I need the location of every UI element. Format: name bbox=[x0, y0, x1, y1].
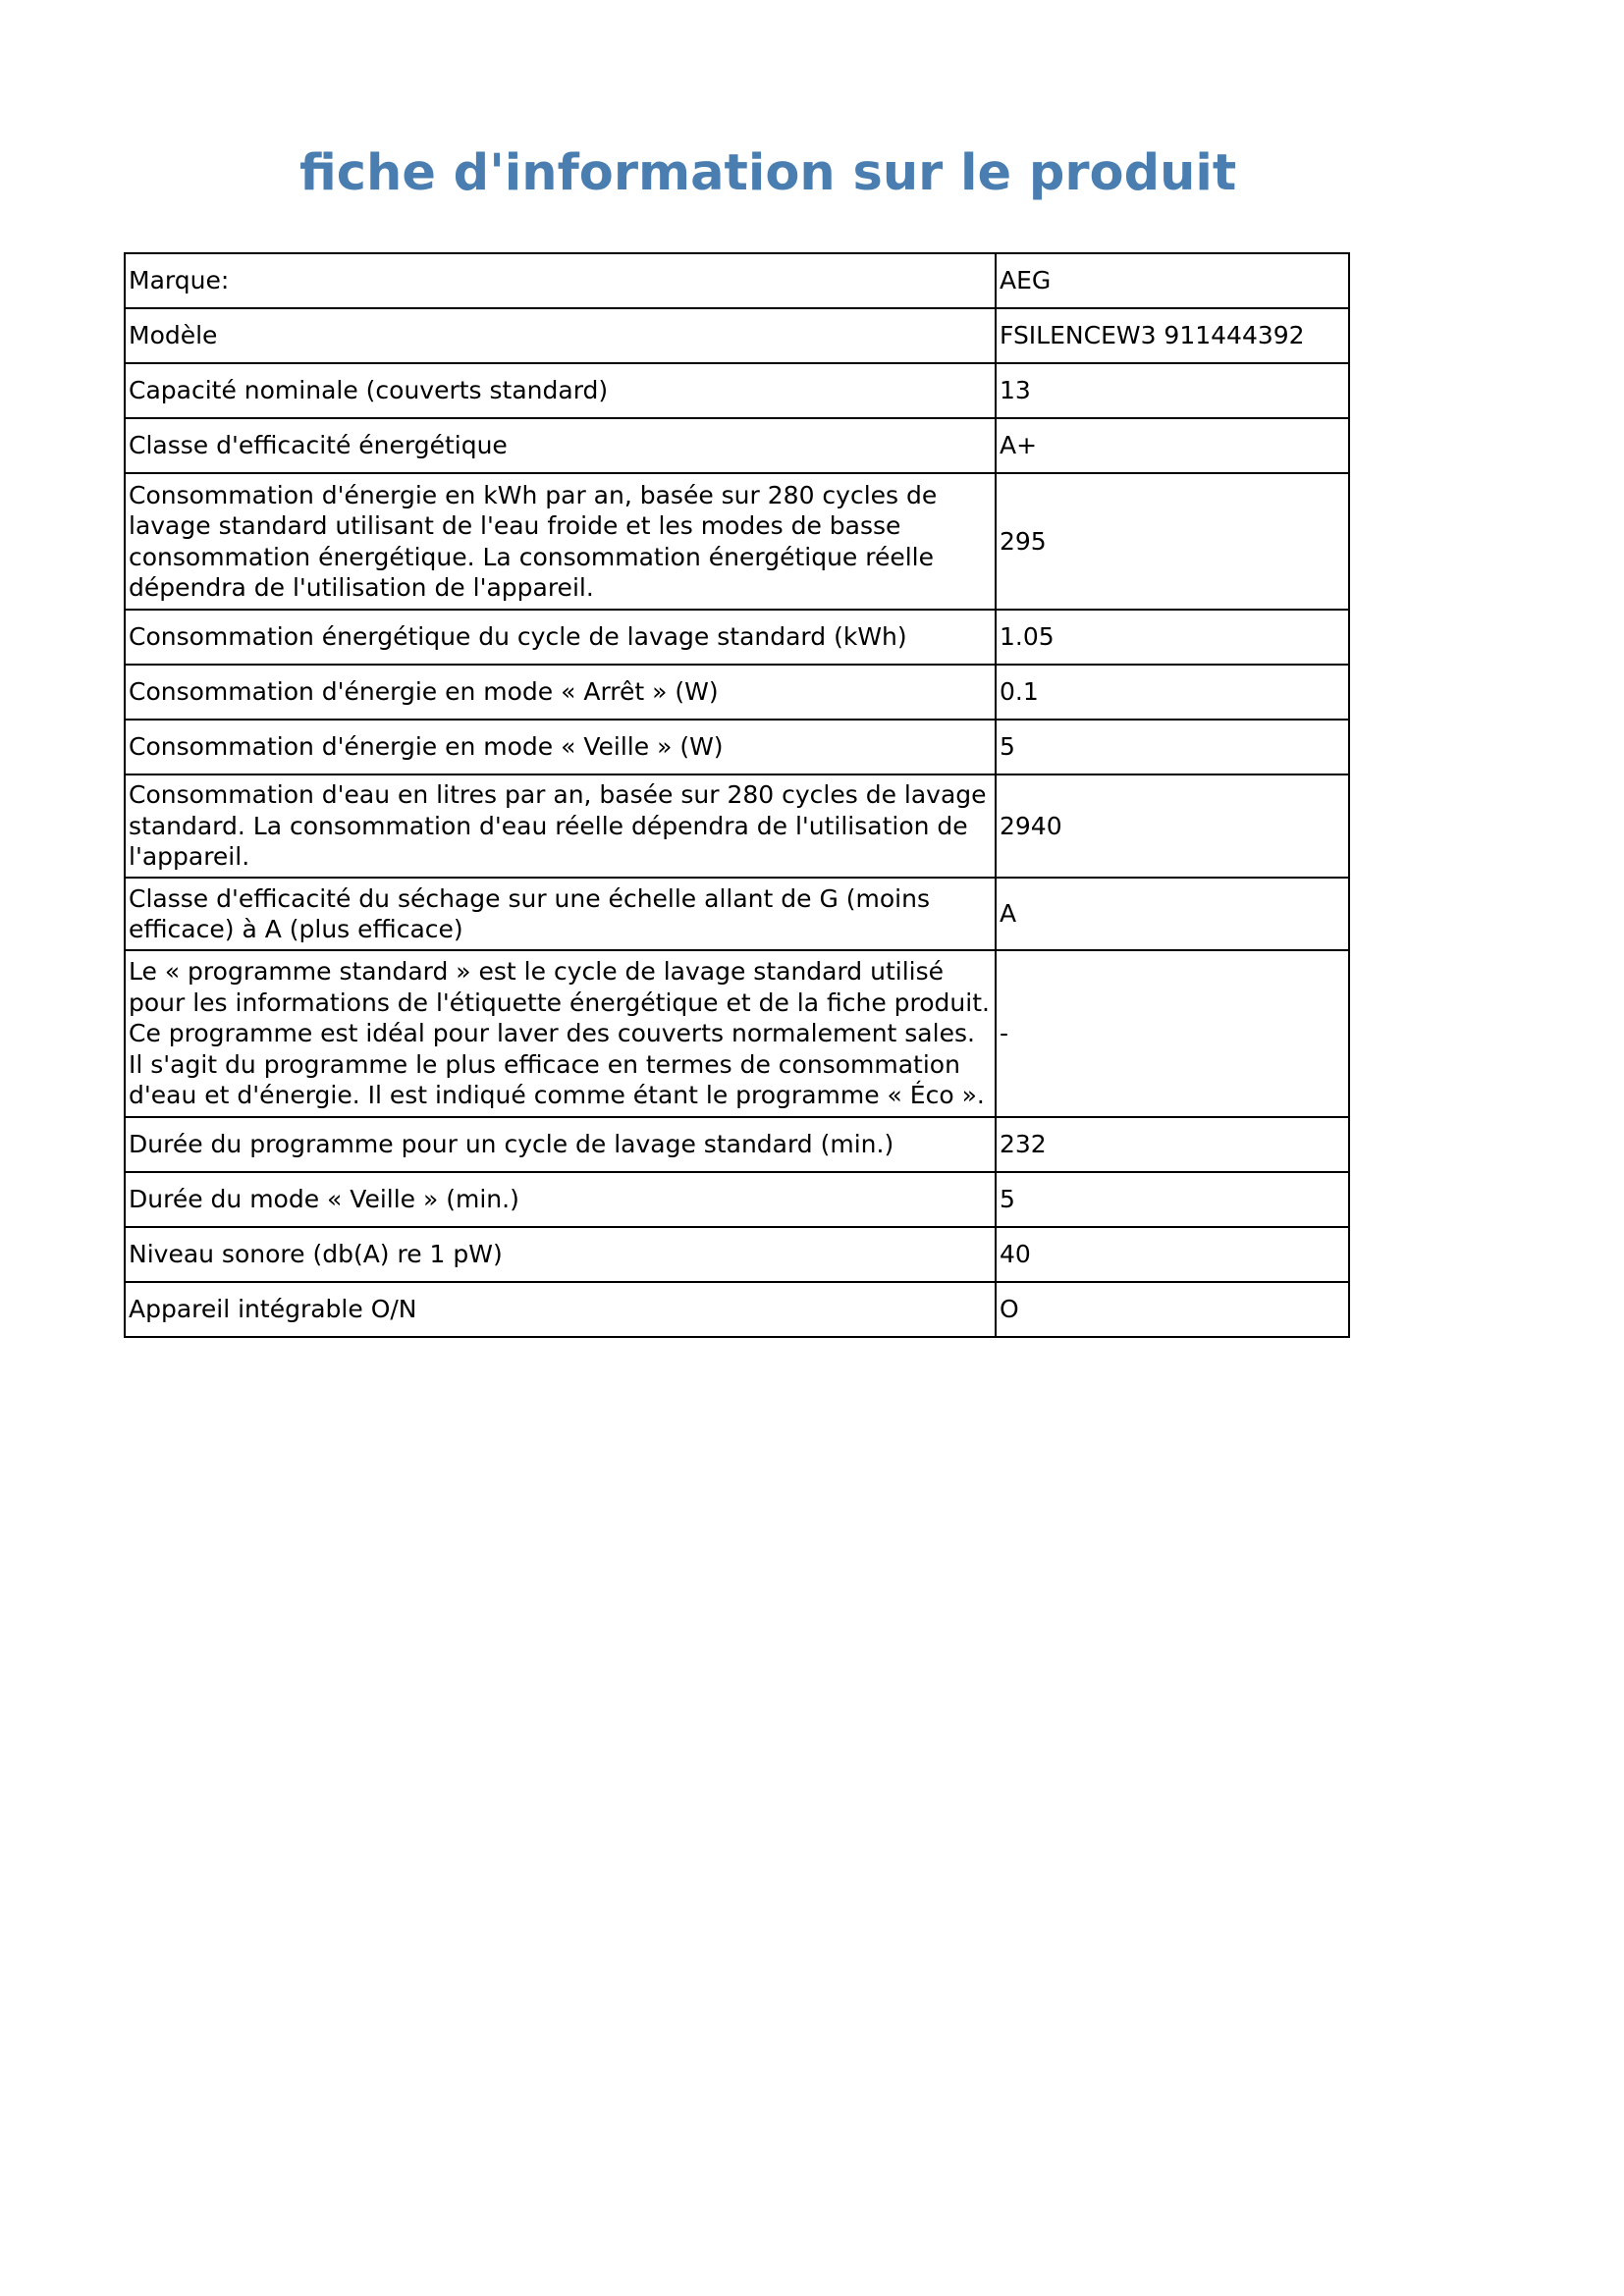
table-row bbox=[125, 473, 1349, 610]
row-label-standby-power: Consommation d'énergie en mode « Veille » (W) bbox=[125, 720, 996, 774]
table-row bbox=[125, 950, 1349, 1117]
table-row bbox=[125, 363, 1349, 418]
row-label-standby-duration: Durée du mode « Veille » (min.) bbox=[125, 1172, 996, 1227]
table-row bbox=[125, 1117, 1349, 1172]
row-value-noise-level: 40 bbox=[996, 1227, 1349, 1282]
row-value-standby-power: 5 bbox=[996, 720, 1349, 774]
table-row bbox=[125, 308, 1349, 363]
table-row bbox=[125, 253, 1349, 308]
row-value-model: FSILENCEW3 911444392 bbox=[996, 308, 1349, 363]
row-label-annual-energy: Consommation d'énergie en kWh par an, basée sur 280 cycles de lavage standard utilisant de l'eau froide et les modes de basse consommation énergétique. La consommation énergétique réelle dépendra de l'utilisation de l'appareil. bbox=[125, 473, 996, 610]
product-info-table bbox=[124, 252, 1350, 1338]
row-value-off-mode-power: 0.1 bbox=[996, 665, 1349, 720]
row-label-model: Modèle bbox=[125, 308, 996, 363]
row-label-rated-capacity: Capacité nominale (couverts standard) bbox=[125, 363, 996, 418]
row-label-annual-water: Consommation d'eau en litres par an, basée sur 280 cycles de lavage standard. La consommation d'eau réelle dépendra de l'utilisation de l'appareil. bbox=[125, 774, 996, 878]
row-value-energy-class: A+ bbox=[996, 418, 1349, 473]
table-row bbox=[125, 1282, 1349, 1337]
row-value-brand: AEG bbox=[996, 253, 1349, 308]
product-info-table-body bbox=[125, 253, 1349, 1337]
row-value-drying-class: A bbox=[996, 878, 1349, 950]
row-label-drying-class: Classe d'efficacité du séchage sur une échelle allant de G (moins efficace) à A (plus efficace) bbox=[125, 878, 996, 950]
row-label-standard-programme: Le « programme standard » est le cycle de lavage standard utilisé pour les informations de l'étiquette énergétique et de la fiche produit. Ce programme est idéal pour laver des couverts normalement sales. Il s'agit du programme le plus efficace en termes de consommation d'eau et d'énergie. Il est indiqué comme étant le programme « Éco ». bbox=[125, 950, 996, 1117]
row-value-cycle-energy: 1.05 bbox=[996, 610, 1349, 665]
row-label-off-mode-power: Consommation d'énergie en mode « Arrêt » (W) bbox=[125, 665, 996, 720]
table-row bbox=[125, 774, 1349, 878]
row-value-standard-programme: - bbox=[996, 950, 1349, 1117]
row-label-brand: Marque: bbox=[125, 253, 996, 308]
row-value-annual-water: 2940 bbox=[996, 774, 1349, 878]
table-row bbox=[125, 610, 1349, 665]
row-value-programme-duration: 232 bbox=[996, 1117, 1349, 1172]
row-value-built-in: O bbox=[996, 1282, 1349, 1337]
row-label-built-in: Appareil intégrable O/N bbox=[125, 1282, 996, 1337]
table-row bbox=[125, 1227, 1349, 1282]
page-title: fiche d'information sur le produit bbox=[299, 144, 1237, 202]
table-row bbox=[125, 665, 1349, 720]
row-value-rated-capacity: 13 bbox=[996, 363, 1349, 418]
row-value-annual-energy: 295 bbox=[996, 473, 1349, 610]
row-label-programme-duration: Durée du programme pour un cycle de lavage standard (min.) bbox=[125, 1117, 996, 1172]
table-row bbox=[125, 720, 1349, 774]
row-value-standby-duration: 5 bbox=[996, 1172, 1349, 1227]
row-label-noise-level: Niveau sonore (db(A) re 1 pW) bbox=[125, 1227, 996, 1282]
row-label-energy-class: Classe d'efficacité énergétique bbox=[125, 418, 996, 473]
table-row bbox=[125, 878, 1349, 950]
row-label-cycle-energy: Consommation énergétique du cycle de lavage standard (kWh) bbox=[125, 610, 996, 665]
table-row bbox=[125, 418, 1349, 473]
table-row bbox=[125, 1172, 1349, 1227]
